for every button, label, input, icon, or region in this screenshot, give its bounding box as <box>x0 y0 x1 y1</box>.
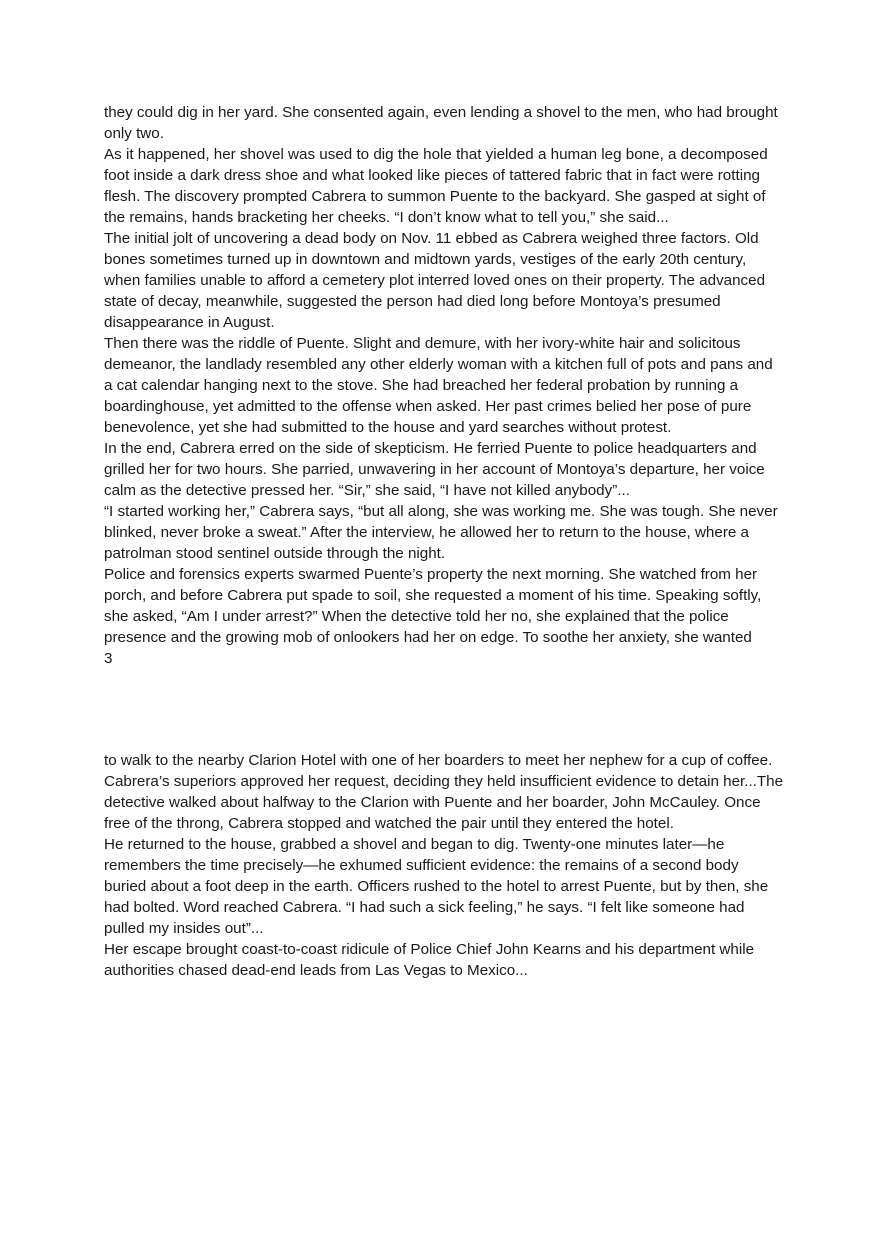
paragraph: The initial jolt of uncovering a dead body on Nov. 11 ebbed as Cabrera weighed three factors. Old bones sometimes turned up in downtown and midtown yards, vestiges of the early 20th century, when families unable to afford a cemetery plot interred loved ones on their property. The advanced state of decay, meanwhile, suggested the person had died long before Montoya’s presumed disappearance in August. <box>104 230 766 331</box>
paragraph: Her escape brought coast-to-coast ridicule of Police Chief John Kearns and his department while authorities chased dead-end leads from Las Vegas to Mexico... <box>104 941 755 979</box>
paragraph: He returned to the house, grabbed a shovel and began to dig. Twenty-one minutes later—he remembers the time precisely—he exhumed sufficient evidence: the remains of a second body buried about a foot deep in the earth. Officers rushed to the hotel to arrest Puente, but by then, she had bolted. Word reached Cabrera. “I had such a sick feeling,” he says. “I felt like someone had pulled my insides out”... <box>104 836 769 937</box>
paragraph: they could dig in her yard. She consented again, even lending a shovel to the men, who had brought only two. <box>104 104 778 142</box>
paragraph: “I started working her,” Cabrera says, “but all along, she was working me. She was tough. She never blinked, never broke a sweat.” After the interview, he allowed her to return to the house, where a patrolman stood sentinel outside through the night. <box>104 503 778 562</box>
paragraph: Then there was the riddle of Puente. Slight and demure, with her ivory-white hair and solicitous demeanor, the landlady resembled any other elderly woman with a kitchen full of pots and pans and a cat calendar hanging next to the stove. She had breached her federal probation by running a boardinghouse, yet admitted to the offense when asked. Her past crimes belied her pose of pure benevolence, yet she had submitted to the house and yard searches without protest. <box>104 335 773 436</box>
paragraph: As it happened, her shovel was used to dig the hole that yielded a human leg bone, a decomposed foot inside a dark dress shoe and what looked like pieces of tattered fabric that in fact were rotting flesh. The discovery prompted Cabrera to summon Puente to the backyard. She gasped at sight of the remains, hands bracketing her cheeks. “I don’t know what to tell you,” she said... <box>104 146 768 226</box>
paragraph: Cabrera’s superiors approved her request, deciding they held insufficient evidence to detain her...The detective walked about halfway to the Clarion with Puente and her boarder, John McCauley. Once free of the throng, Cabrera stopped and watched the pair until they entered the hotel. <box>104 773 784 832</box>
paragraph: to walk to the nearby Clarion Hotel with one of her boarders to meet her nephew for a cup of coffee. <box>104 752 773 769</box>
text-block-lower <box>104 750 784 981</box>
text-block-upper <box>104 102 784 669</box>
paragraph: Police and forensics experts swarmed Puente’s property the next morning. She watched from her porch, and before Cabrera put spade to soil, she requested a moment of his time. Speaking softly, she asked, “Am I under arrest?” When the detective told her no, she explained that the police presence and the growing mob of onlookers had her on edge. To soothe her anxiety, she wanted <box>104 566 762 646</box>
page-number: 3 <box>104 650 113 667</box>
paragraph: In the end, Cabrera erred on the side of skepticism. He ferried Puente to police headquarters and grilled her for two hours. She parried, unwavering in her account of Montoya’s departure, her voice calm as the detective pressed her. “Sir,” she said, “I have not killed anybody”... <box>104 440 765 499</box>
